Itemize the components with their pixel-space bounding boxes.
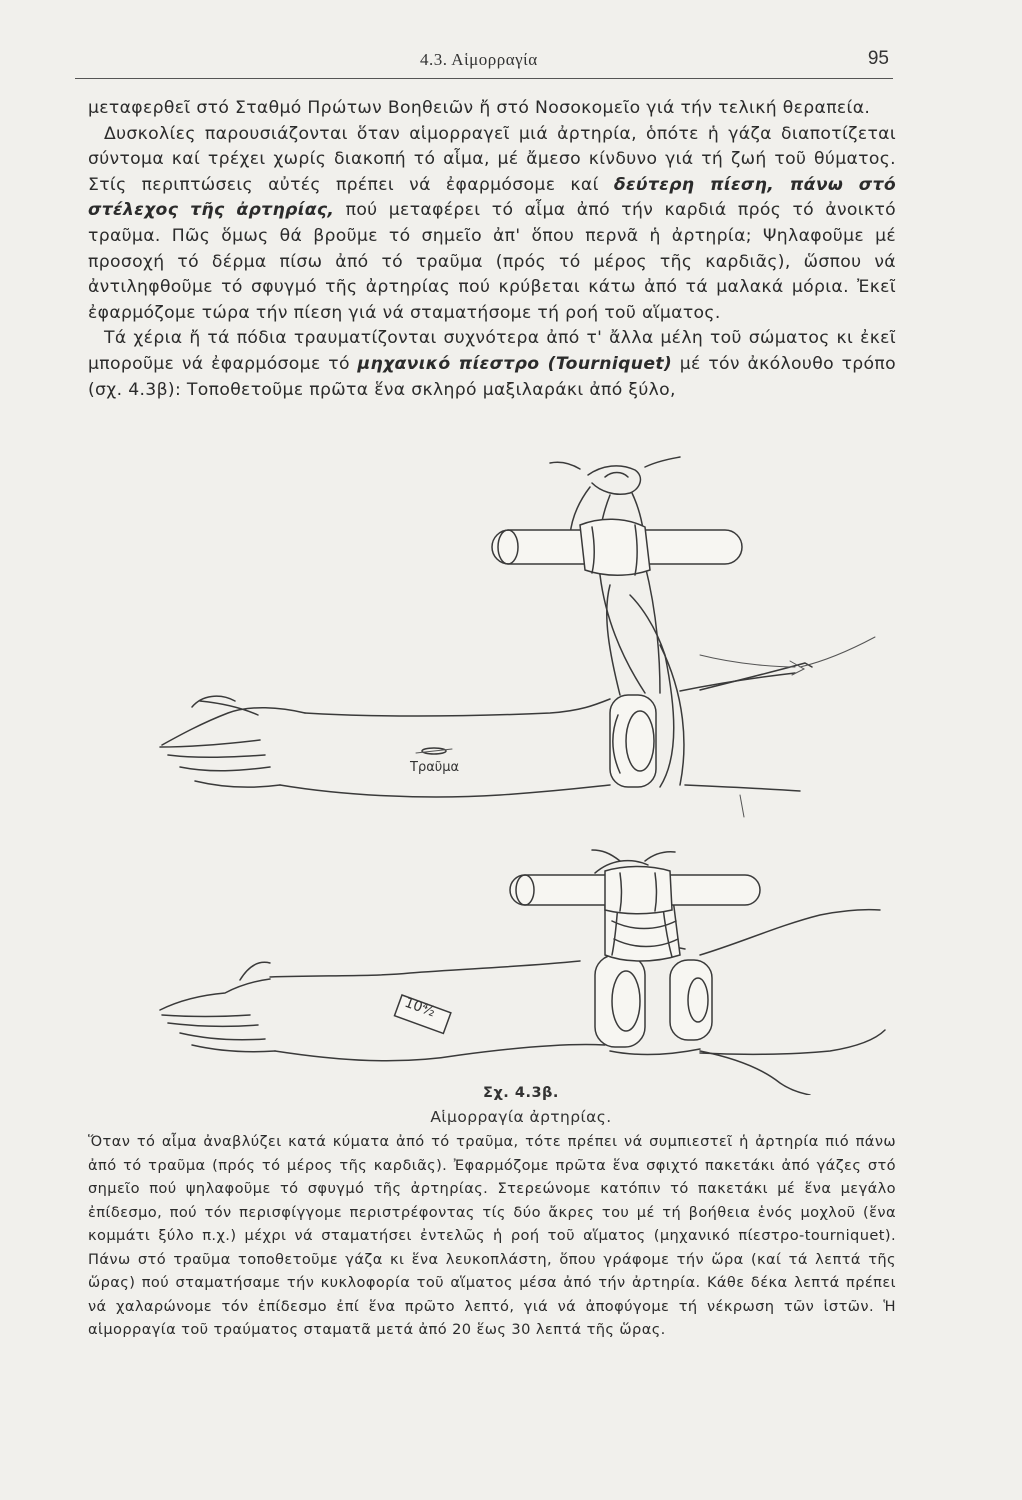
paragraph-3 xyxy=(88,326,896,403)
paragraph-2-emphasis: δεύτερη πίεση, πάνω στό στέλεχος τῆς ἀρτηρίας, xyxy=(88,174,896,221)
figure-caption-end: Ἡ αἱμορραγία τοῦ τραύματος σταματᾶ μετά ἀπό 20 ἕως 30 λεπτά τῆς ὥρας. xyxy=(88,1297,896,1338)
paragraph-3-emphasis: μηχανικό πίεστρο (Tourniquet) xyxy=(357,353,673,374)
paragraph-3-end: μέ τόν ἀκόλουθο τρόπο (σχ. 4.3β): Τοποθετοῦμε πρῶτα ἕνα σκληρό μαξιλαράκι ἀπό ξύλο, xyxy=(88,353,896,400)
figure-number: Σχ. 4.3β. xyxy=(483,1085,559,1101)
tourniquet-illustration xyxy=(140,455,920,1095)
figure-caption-text: Ὅταν τό αἷμα ἀναβλύζει κατά κύματα ἀπό τό τραῦμα, τότε πρέπει νά συμπιεστεῖ ἡ ἀρτηρία πιό πάνω ἀπό τό τραῦμα (πρός τό μέρος τῆς καρδιᾶς). Ἐφαρμόζομε πρῶτα ἕνα σφιχτό πακετάκι ἀπό γάζες στό σημεῖο πού ψηλαφοῦμε τό σφυγμό τῆς ἀρτηρίας. Στερεώνομε κατόπιν τό πακετάκι μέ ἕνα μεγάλο ἐπίδεσμο, πού τόν περισφίγγομε περιστρέφοντας τίς δύο ἄκρες του μέ τή βοήθεια ἑνός μοχλοῦ (ἕνα κομμάτι ξύλο π.χ.) μέχρι νά σταματήσει ἐντελῶς ἡ ροή τοῦ αἵματος (μηχανικό πίεστρο-tourniquet). Πάνω στό τραῦμα τοποθετοῦμε γάζα κι ἕνα λευκοπλάστη, ὅπου γράφομε τήν ὥρα (καί τά λεπτά τῆς ὥρας) πού σταματήσαμε τήν κυκλοφορία τοῦ αἵματος μέσα ἀπό τήν ἀρτηρία. Κάθε δέκα λεπτά πρέπει νά χαλαρώνομε τόν ἐπίδεσμο ἐπί ἕνα πρῶτο λεπτό, γιά νά ἀποφύγομε τή νέκρωση τῶν ἱστῶν. xyxy=(88,1133,896,1315)
running-header xyxy=(75,48,893,79)
figure-title: Αἱμορραγία ἀρτηρίας. xyxy=(430,1108,612,1126)
paragraph-2 xyxy=(88,122,896,327)
paragraph-2-start: Δυσκολίες παρουσιάζονται ὅταν αἱμορραγεῖ μιά ἀρτηρία, ὁπότε ἡ γάζα διαποτίζεται σύντομα καί τρέχει χωρίς διακοπή τό αἷμα, μέ ἄμεσο κίνδυνο γιά τή ζωή τοῦ θύματος. Στίς περιπτώσεις αὐτές πρέπει νά ἐφαρμόσομε καί xyxy=(88,123,896,195)
page-number: 95 xyxy=(867,48,889,69)
wound-label: Τραῦμα xyxy=(410,760,460,775)
paragraph-2-end: πού μεταφέρει τό αἷμα ἀπό τήν καρδιά πρός τό ἀνοικτό τραῦμα. Πῶς ὅμως θά βροῦμε τό σημεῖο ἀπ' ὅπου περνᾶ ἡ ἀρτηρία; Ψηλαφοῦμε μέ προσοχή τό δέρμα πίσω ἀπό τό τραῦμα (πρός τό μέρος τῆς καρδιᾶς), ὥσπου νά ἀντιληφθοῦμε τό σφυγμό τῆς ἀρτηρίας πού κρύβεται κάτω ἀπό τά μαλακά μόρια. Ἐκεῖ ἐφαρμόζομε τώρα τήν πίεση γιά νά σταματήσομε τή ροή τοῦ αἵματος. xyxy=(88,200,897,323)
paragraph-1: μεταφερθεῖ στό Σταθμό Πρώτων Βοηθειῶν ἤ στό Νοσοκομεῖο γιά τήν τελική θεραπεία. xyxy=(88,98,871,118)
figure-caption xyxy=(88,1130,896,1342)
lower-arm-drawing xyxy=(160,850,885,1095)
upper-arm-drawing xyxy=(160,457,875,817)
paragraph-3-start: Τά χέρια ἤ τά πόδια τραυματίζονται συχνότερα ἀπό τ' ἄλλα μέλη τοῦ σώματος κι ἐκεῖ μποροῦμε νά ἐφαρμόσομε τό xyxy=(88,328,896,374)
time-tag-text: 10⁴⁄₂ xyxy=(402,994,438,1021)
section-title: 4.3. Αἱμορραγία xyxy=(420,50,538,69)
figure-caption-body xyxy=(88,1130,896,1342)
body-text xyxy=(88,96,896,403)
